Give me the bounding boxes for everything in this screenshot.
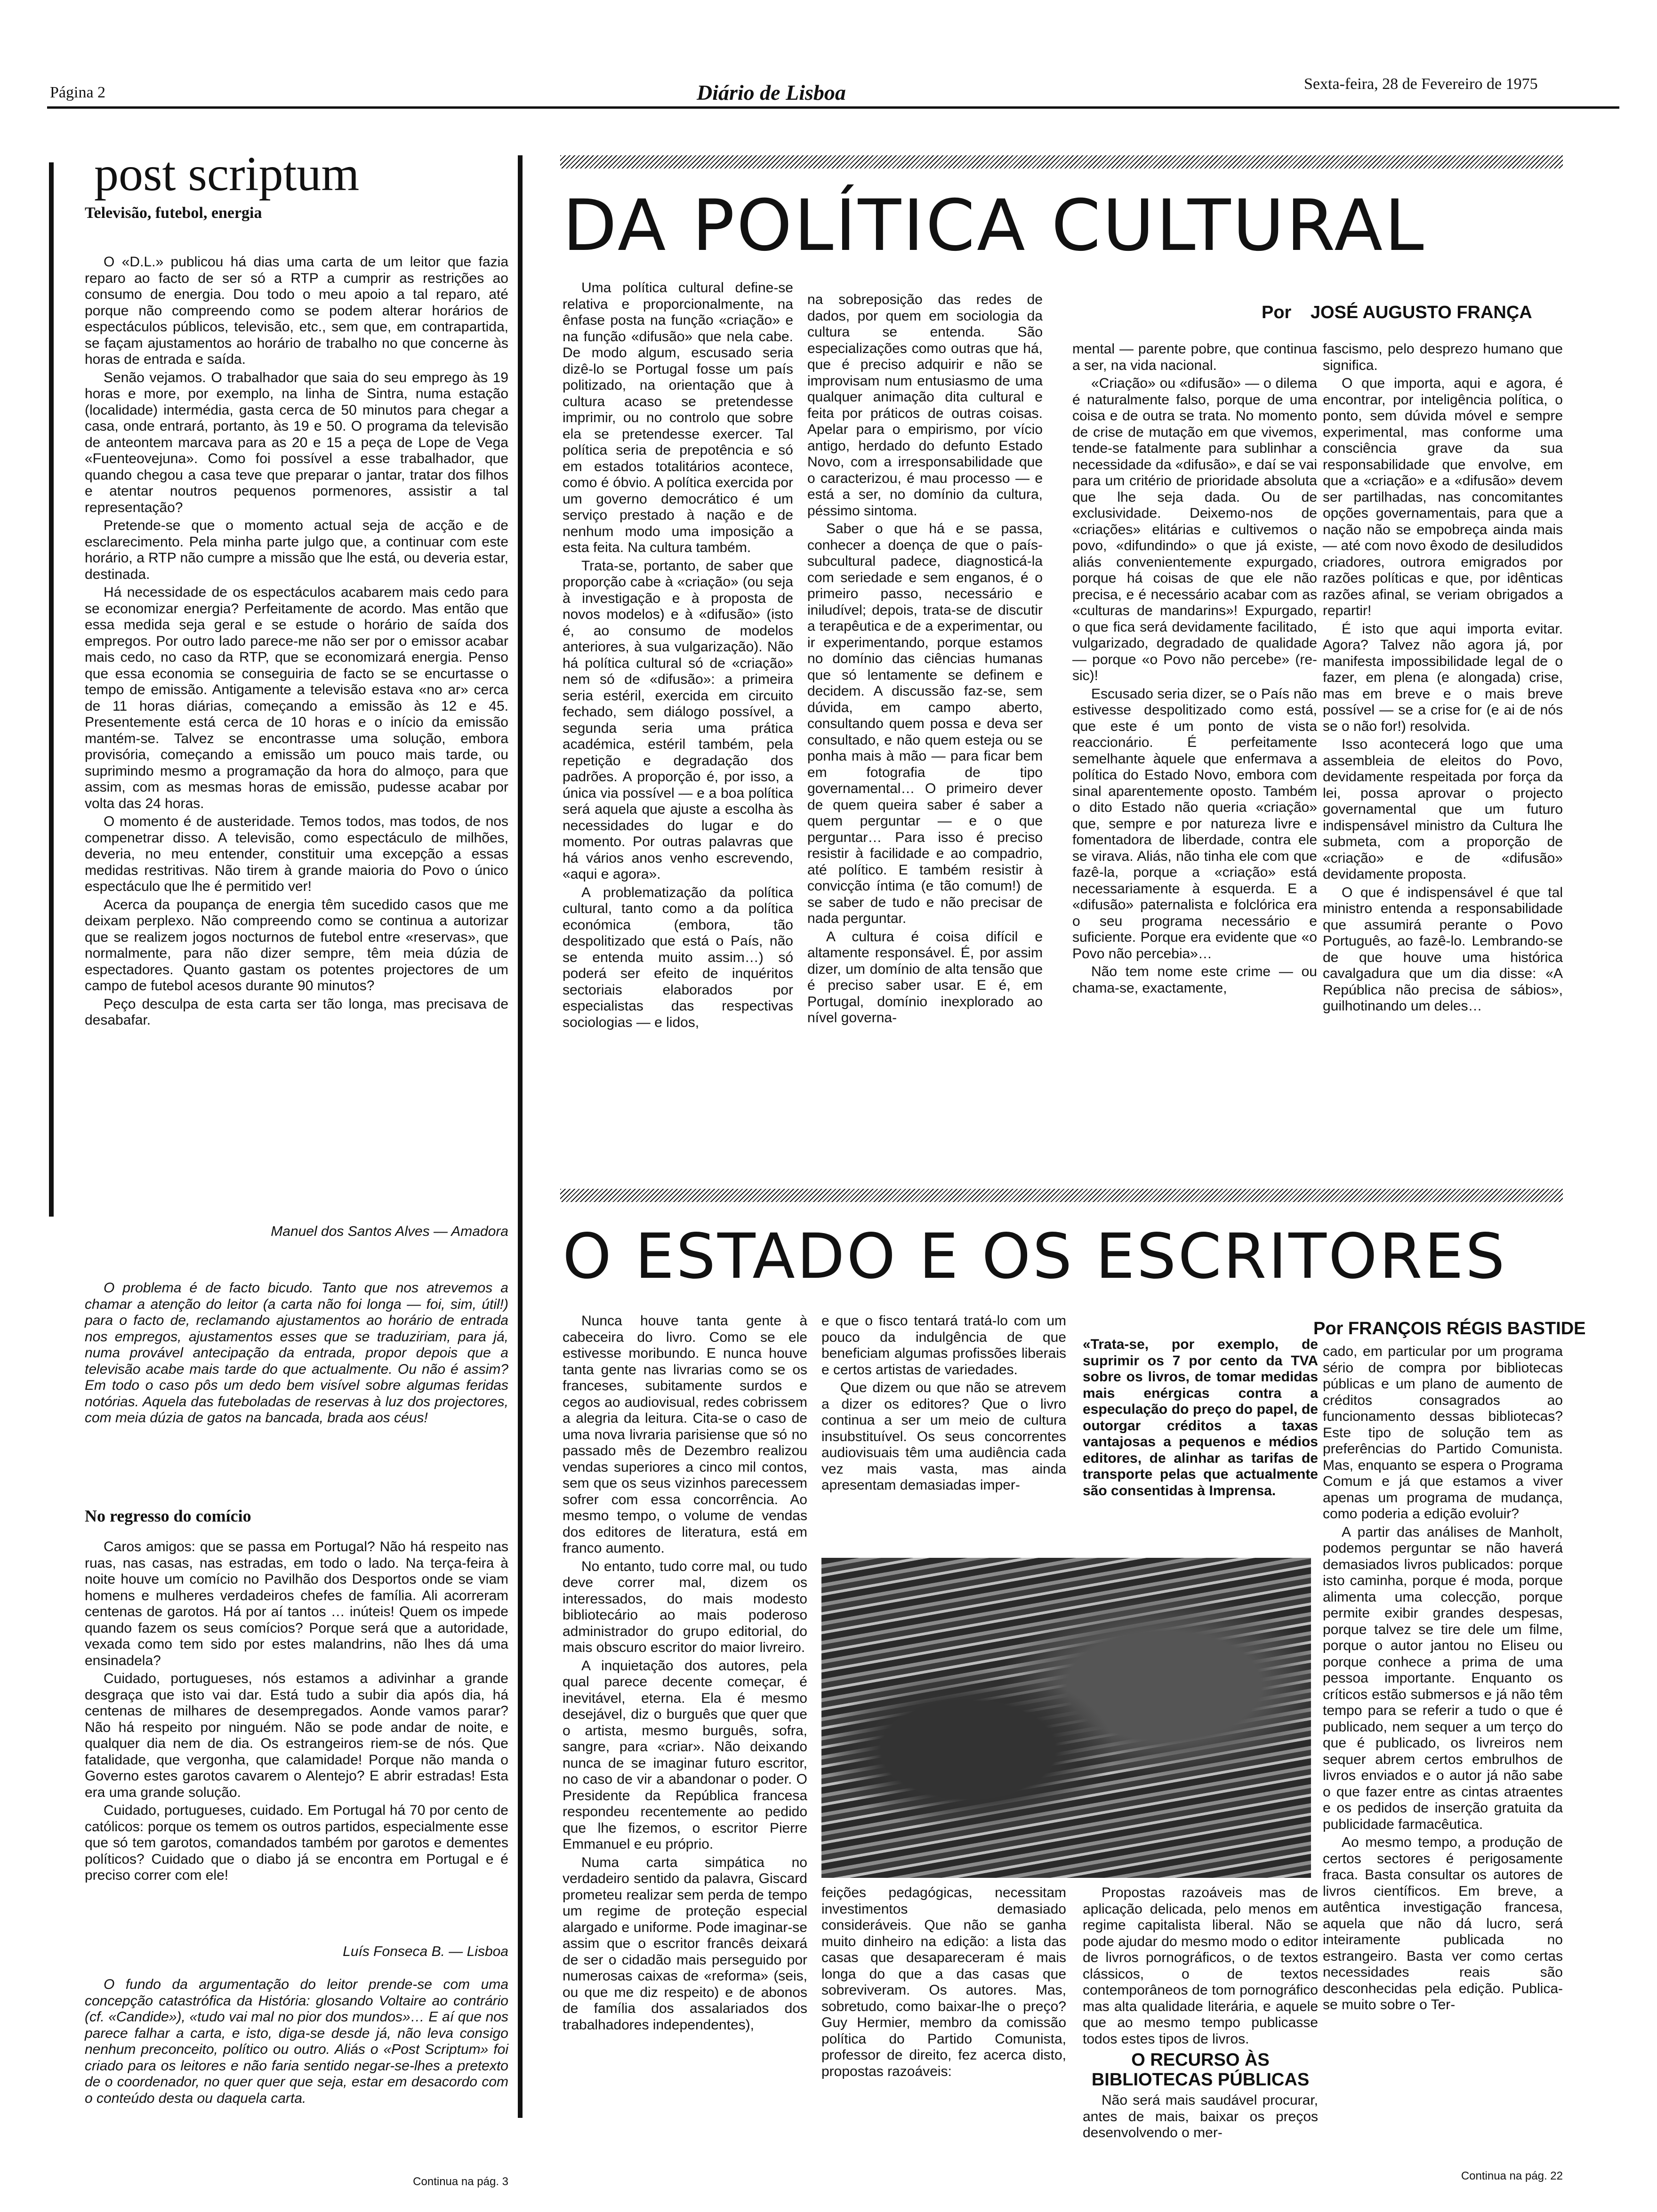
letter-1	[85, 254, 508, 1031]
letter-paragraph: Cuidado, portugueses, cuidado. Em Portugal há 70 por cento de católicos: porque os temem os outros partidos, especialmente esse que só tem garotos, comandados também por garotos e dementes políticos? Cuidado que o diabo já se encontra em Portugal e é preciso correr com ele!	[85, 1803, 508, 1883]
continued-on: Continua na pág. 3	[413, 2175, 508, 2188]
byline-author: JOSÉ AUGUSTO FRANÇA	[1310, 303, 1532, 322]
letter-2	[85, 1539, 508, 1886]
article-paragraph: Propostas razoáveis mas de aplicação delicada, pelo menos em regime capitalista liberal. Não se pode ajudar do mesmo modo o editor de livros pornográficos, o de textos clássicos, o de textos contemporâneos de tom pornográfico mas alta qualidade literária, e aquele que ao mesmo tempo publicasse todos estes tipos de livros.	[1083, 1885, 1318, 2047]
article-paragraph: mental — parente pobre, que continua a ser, na vida nacional.	[1072, 341, 1317, 373]
letter-signature: Luís Fonseca B. — Lisboa	[343, 1944, 508, 1959]
article-paragraph: O que é indispensável é que tal ministro entenda a responsabilidade que assumirá perante o Povo Português, ao fazê-lo. Lembrando-se de que houve uma histórica cavalgadura que um dia disse: «A República não precisa de sábios», guilhotinando um deles…	[1323, 884, 1563, 1014]
article-paragraph: A cultura é coisa difícil e altamente responsável. É, por assim dizer, um domínio de alta tensão que é preciso saber usar. E é, em Portugal, domínio inexplorado ao nível governa-	[807, 929, 1043, 1026]
article-paragraph: Não será mais saudável procurar, antes de mais, baixar os preços desenvolvendo o mer-	[1083, 2092, 1318, 2140]
article-paragraph: Isso acontecerá logo que uma assembleia de eleitos do Povo, devidamente respeitada por força da lei, possa aprovar o projecto governamental que um futuro indispensável ministro da Cultura lhe submeta, com a proporção de «criação» e de «difusão» devidamente proposta.	[1323, 737, 1563, 882]
letter-paragraph: Caros amigos: que se passa em Portugal? Não há respeito nas ruas, nas casas, nas estradas, em todo o lado. Na terça-feira à noite houve um comício no Pavilhão dos Desportos onde se viam homens e mulheres verdadeiros chefes de família. Ali acorreram centenas de garotos. Há por aí tantos … inúteis! Quem os impede quando fazem os seus comícios? Porque será que a autoridade, vexada como tem sido por estes malandrins, não lhes dá uma ensinadela?	[85, 1539, 508, 1668]
article-paragraph: Numa carta simpática no verdadeiro sentido da palavra, Giscard prometeu realizar sem perda de tempo um regime de proteção especial alargado e uniforme. Pode imaginar-se assim que o escritor francês deixará de ser o cidadão mais perseguido por numerosas caixas de «reforma» (seis, ou que me diz respeito) e de abonos de família dos assalariados dos trabalhadores independentes),	[563, 1854, 807, 2033]
masthead-rule	[47, 106, 1619, 109]
post-scriptum-section	[85, 146, 508, 222]
article-paragraph: Nunca houve tanta gente à cabeceira do livro. Como se ele estivesse moribundo. E nunca houve tanta gente nas livrarias como se os franceses, subitamente surdos e cegos ao audiovisual, redes cobrissem a alegria da leitura. Cita-se o caso de uma nova livraria parisiense que só no passado mês de Dezembro realizou vendas superiores a cinco mil contos, sem que os seus vizinhos parecessem sofrer com essa concorrência. Ao mesmo tempo, o volume de vendas dos editores de literatura, está em franco aumento.	[563, 1313, 807, 1556]
editor-comment	[85, 1280, 508, 1428]
article-paragraph: feições pedagógicas, necessitam investimentos demasiado consideráveis. Que não se ganha muito dinheiro na edição: a lista das casas que desapareceram é mais longa do que a das casas que sobreviveram. Os autores. Mas, sobretudo, como baixar-lhe o preço? Guy Hermier, membro da comissão política do Partido Comunista, professor de direito, fez acerca disto, propostas razoáveis:	[821, 1885, 1066, 2079]
article-byline: Por FRANÇOIS RÉGIS BASTIDE	[1313, 1319, 1586, 1338]
article-column	[563, 1313, 807, 2035]
article-paragraph: Trata-se, portanto, de saber que proporção cabe à «criação» (ou seja à investigação e à proposta de novos modelos) e à «difusão» (isto é, ao consumo de modelos anteriores, à sua vulgarização). Não há política cultural só de «criação» nem só de «difusão»: a primeira seria estéril, exercida em circuito fechado, sem diálogo possível, a segunda seria uma prática académica, estéril também, pela repetição e degradação dos padrões. A proporção é, por isso, a única via possível — e a boa política será aquela que ajuste a escolha às necessidades do lugar e do momento. Por outras palavras que há vários anos venho escrevendo, «aqui e agora».	[563, 558, 793, 882]
article-paragraph: A inquietação dos autores, pela qual parece decente começar, é inevitável, eterna. Ela é mesmo desejável, diz o burguês que quer que o artista, mesmo burguês, sofra, sangre, para «criar». Não deixando nunca de se imaginar futuro escritor, no caso de vir a abandonar o poder. O Presidente da República francesa respondeu recentemente ao pedido que lhe fizemos, o escritor Pierre Emmanuel e eu próprio.	[563, 1658, 807, 1852]
letter-signature: Manuel dos Santos Alves — Amadora	[271, 1224, 508, 1239]
article-column	[1072, 341, 1317, 998]
article-paragraph: O que importa, aqui e agora, é encontrar, por inteligência política, o ponto, sem dúvida móvel e sempre experimental, mas conforme uma consciência grave da sua responsabilidade que envolve, em que a «criação» e a «difusão» devem ser partilhadas, nas concomitantes opções governamentais, para que a nação não se empobreça ainda mais — até com novo êxodo de desiludidos criadores, outrora emigrados por razões políticas e que, por idênticas razões afinal, se veriam obrigados a repartir!	[1323, 376, 1563, 618]
article-paragraph: A problematização da política cultural, tanto como a da política económica (embora, tão despolitizado que está o País, não se entenda muito assim…) só poderá ser efeito de inquéritos sectoriais elaborados por especialistas das respectivas sociologias — e lidos,	[563, 884, 793, 1030]
section-title: post scriptum	[94, 147, 360, 201]
article-paragraph: e que o fisco tentará tratá-lo com um pouco da indulgência de que beneficiam algumas profissões liberais e certos artistas de variedades.	[821, 1313, 1066, 1378]
article-column	[1323, 341, 1563, 1017]
hatch-rule	[560, 155, 1563, 168]
letter-paragraph: O momento é de austeridade. Temos todos, mas todos, de nos compenetrar disso. A televisão, como espectáculo de milhões, deveria, no meu entender, constituir uma excepção a essas medidas restritivas. Não tirem à grande maioria do Povo o único espectáculo que lhe é permitido ver!	[85, 814, 508, 894]
page-number: Página 2	[50, 84, 106, 101]
article-paragraph: Ao mesmo tempo, a produção de certos sectores é perigosamente fraca. Basta consultar os autores de livros científicos. Em breve, a autêntica investigação francesa, aquela que não dá lucro, será inteiramente publicada no estrangeiro. Basta ver como certas necessidades reais são desconhecidas pela edição. Publica-se muito sobre o Ter-	[1323, 1835, 1563, 2012]
byline-prefix: Por	[1262, 303, 1292, 322]
article-paragraph: na sobreposição das redes de dados, por quem em sociologia da cultura se entenda. São especializações como outras que há, que é preciso adquirir e não se improvisam num entusiasmo de uma qualquer animação dita cultural e feita por práticos de outras coisas. Apelar para o empirismo, por vício antigo, herdado do defunto Estado Novo, com a irresponsabilidade que o caracterizou, é mau processo — e está a ser, no domínio da cultura, péssimo sintoma.	[807, 292, 1043, 519]
letter-paragraph: Cuidado, portugueses, nós estamos a adivinhar a grande desgraça que isto vai dar. Está tudo a subir dia após dia, há centenas de milhares de desempregados. Aonde vamos parar? Não há respeito por ninguém. Não se pode andar de noite, e qualquer dia nem de dia. Os estrangeiros riem-se de nós. Que fatalidade, que vergonha, que calamidade! Porque não manda o Governo estes garotos cavarem o Alentejo? E abrir estradas! Esta era uma grande solução.	[85, 1671, 508, 1800]
article-paragraph: Que dizem ou que não se atrevem a dizer os editores? Que o livro continua a ser um meio de cultura insubstituível. Os seus concorrentes audiovisuais têm uma audiência cada vez mais vasta, mas ainda apresentam demasiadas imper-	[821, 1380, 1066, 1493]
article-paragraph: A partir das análises de Manholt, podemos perguntar se não haverá demasiados livros publicados: porque isto caminha, porque é moda, porque alimenta uma colecção, porque permite exibir grandes despesas, porque talvez se tire dele um filme, porque o autor jantou no Eliseu ou porque conhece a prima de uma pessoa importante. Enquanto os críticos estão submersos e já não têm tempo para se referir a tudo o que é publicado, nem sequer a um terço do que é publicado, os livreiros nem sequer abrem certos embrulhos de livros enviados e o autor já não sabe o que fazer entre as cintas atraentes e os pedidos de inserção gratuita da publicidade farmacêutica.	[1323, 1524, 1563, 1832]
column-divider	[518, 155, 523, 2118]
books-photo	[821, 1558, 1311, 1878]
post-scriptum-side-rule	[49, 162, 54, 1217]
letter-paragraph: Acerca da poupança de energia têm sucedido casos que me deixam perplexo. Não compreendo como se continua a autorizar que se realizem jogos nocturnos de futebol entre «reservas», que normalmente, para não dizer sempre, têm meia dúzia de espectadores. Quanto gastam os potentes projectores de um campo de futebol acesos durante 90 minutos?	[85, 897, 508, 994]
article-column	[821, 1313, 1066, 1496]
article-paragraph: Saber o que há e se passa, conhecer a doença de que o país-subcultural padece, diagnosticá-la com seriedade e sem enganos, é o primeiro passo, necessário e iniludível; depois, trata-se de discutir a terapêutica e de a experimentar, ou ir experimentando, porque estamos no domínio das ciências humanas que só lentamente se definem e decidem. A discussão faz-se, sem dúvida, em campo aberto, consultando quem possa e deva ser consultado, e não quem esteja ou se ponha mais à mão — para ficar bem em fotografia de tipo governamental… O primeiro dever de quem queira saber é saber a quem perguntar — e o que perguntar… Para isso é preciso resistir à facilidade e ao compadrio, até político. E também resistir à convicção íntima (e tão comum!) de se saber de tudo e não precisar de nada perguntar.	[807, 521, 1043, 926]
comment-paragraph: O problema é de facto bicudo. Tanto que nos atrevemos a chamar a atenção do leitor (a carta não foi longa — foi, sim, útil!) para o facto de, reclamando ajustamentos ao horário de entrada nos empregos, ajustamentos esses que se traduziriam, para já, numa provável antecipação da entrada, propor depois que a televisão acabe mais tarde do que actualmente. Ou não é assim? Em todo o caso pôs um dedo bem visível sobre algumas feridas notórias. Aquela das futeboladas de reservas à luz dos projectores, com meia dúzia de gatos na bancada, brada aos céus!	[85, 1280, 508, 1426]
article-paragraph: No entanto, tudo corre mal, ou tudo deve correr mal, dizem os interessados, do mais modesto bibliotecário ao mais poderoso administrador do grupo editorial, do mais obscuro escritor do maior livreiro.	[563, 1558, 807, 1655]
letter-paragraph: Senão vejamos. O trabalhador que saia do seu emprego às 19 horas e more, por exemplo, na linha de Sintra, numa estação (localidade) intermédia, gasta cerca de 50 minutos para chegar a casa, onde entrará, portanto, às 19 e 50. O programa da televisão de anteontem marcava para as 20 e 15 a peça de Lope de Vega «Fuenteovejuna». Como foi possível a esse trabalhador, que quando chegou a casa teve que preparar o jantar, tratar dos filhos e atentar noutros pequenos pormenores, assistir a tal representação?	[85, 369, 508, 515]
section-subtitle: Televisão, futebol, energia	[85, 204, 262, 222]
article-paragraph: É isto que aqui importa evitar. Agora? Talvez não agora já, por manifesta impossibilidade legal de o fazer, em plena (e alongada) crise, mas em breve e o mais breve possível — se a crise for (e ai de nós se o não for!) resolvida.	[1323, 621, 1563, 734]
article-column	[807, 292, 1043, 1028]
article-headline: DA POLÍTICA CULTURAL	[563, 185, 1426, 267]
article-paragraph: «Criação» ou «difusão» — o dilema é naturalmente falso, porque de uma coisa e de outra se trata. No momento de crise de mutação em que vivemos, tende-se fatalmente para sublinhar a necessidade da «difusão», e daí se vai para um critério de prioridade absoluta que lhe seja dada. Ou de exclusividade. Deixemo-nos de «criações» elitárias e cultivemos o povo, «difundindo» o que já existe, aliás convenientemente expurgado, porque há coisas de que ele não precisa, e é necessário acabar com as «culturas de mandarins»! Expurgado, o que fica será devidamente facilitado, vulgarizado, degradado de qualidade — porque «o Povo não percebe» (re-sic)!	[1072, 376, 1317, 683]
editor-comment	[85, 1977, 508, 2108]
article-paragraph: cado, em particular por um programa sério de compra por bibliotecas públicas e um plano de aumento de créditos consagrados ao funcionamento dessas bibliotecas? Este tipo de solução tem as preferências do Partido Comunista. Mas, enquanto se espera o Programa Comum e já que estamos a viver apenas um programa de mudança, como poderia a edição evoluir?	[1323, 1344, 1563, 1522]
article-column	[821, 1885, 1066, 2082]
article-paragraph: fascismo, pelo desprezo humano que significa.	[1323, 341, 1563, 373]
letter-paragraph: Pretende-se que o momento actual seja de acção e de esclarecimento. Pela minha parte julgo que, a continuar com este horário, a RTP não cumpre a missão que lhe está, ou deveria estar, destinada.	[85, 518, 508, 582]
article-paragraph: Não tem nome este crime — ou chama-se, exactamente,	[1072, 964, 1317, 996]
letter-paragraph: Peço desculpa de esta carta ser tão longa, mas precisava de desabafar.	[85, 996, 508, 1028]
newspaper-name: Diário de Lisboa	[697, 80, 846, 104]
pull-quote	[1083, 1337, 1318, 1501]
issue-date: Sexta-feira, 28 de Fevereiro de 1975	[1304, 75, 1538, 93]
hatch-rule	[560, 1189, 1563, 1202]
article-column	[563, 280, 793, 1033]
article-headline: O ESTADO E OS ESCRITORES	[563, 1220, 1507, 1293]
article-paragraph: Escusado seria dizer, se o País não estivesse despolitizado como está, que este é um ponto de vista reaccionário. É perfeitamente semelhante àquele que enfermava a política do Estado Novo, embora com sinal aparentemente oposto. Também o dito Estado não queria «criação» que, sempre e por natureza livre e fomentadora de liberdade, contra ele se virava. Aliás, não tinha ele com que fazê-la, porque a «criação» está necessariamente à esquerda. E a «difusão» paternalista e folclórica era o seu programa necessário e suficiente. Porque era evidente que «o Povo não percebia»…	[1072, 686, 1317, 962]
article-paragraph: Uma política cultural define-se relativa e proporcionalmente, na ênfase posta na função «criação» e na função «difusão» que nela cabe. De modo algum, escusado seria dizê-lo se Portugal fosse um país politizado, na orientação que à cultura acaso se pretendesse imprimir, ou no controlo que sobre ela se pretendesse exercer. Tal política seria de prepotência e só em estados totalitários acontece, como é óbvio. A política exercida por um governo democrático é um serviço prestado à nação e de nenhum modo uma imposição a esta feita. Na cultura também.	[563, 280, 793, 555]
quote-text: «Trata-se, por exemplo, de suprimir os 7 por cento da TVA sobre os livros, de tomar medidas mais enérgicas contra a especulação do preço do papel, de outorgar créditos a taxas vantajosas a pequenos e médios editores, de alinhar as tarifas de transporte pelas que actualmente são consentidas à Imprensa.	[1083, 1337, 1318, 1499]
comment-paragraph: O fundo da argumentação do leitor prende-se com uma concepção catastrófica da História: glosando Voltaire ao contrário (cf. «Candide»), «tudo vai mal no pior dos mundos»… E aí que nos parece falhar a carta, e isto, diga-se desde já, não leva consigo nenhum preconceito, político ou outro. Aliás o «Post Scriptum» foi criado para os leitores e não faria sentido negar-se-lhes a pretexto de o coordenador, no quer quer que seja, estar em desacordo com o conteúdo desta ou daquela carta.	[85, 1977, 508, 2106]
article-column	[1323, 1344, 1563, 2015]
continued-on: Continua na pág. 22	[1461, 2170, 1563, 2182]
letter-paragraph: O «D.L.» publicou há dias uma carta de um leitor que fazia reparo ao facto de ser só a RTP a cumprir as restrições ao consumo de energia. Dou todo o meu apoio a tal reparo, até porque não compreendo como se podem alterar horários de espectáculos públicos, televisão, etc., sem que, em contrapartida, se façam ajustamentos ao horário de trabalho no que concerne às horas de entrada e saída.	[85, 254, 508, 367]
letter-paragraph: Há necessidade de os espectáculos acabarem mais cedo para se economizar energia? Perfeitamente de acordo. Mas então que essa medida seja geral e se estude o horário de saída dos empregos. Por outro lado parece-me não ser por o emissor acabar mais cedo, no caso da RTP, que se economizará energia. Penso que essa economia se conseguiria de facto se se encurtasse o tempo de emissão. Antigamente a televisão estava «no ar» cerca de 11 horas diárias, começando a emissão às 12 e 45. Presentemente está cerca de 10 horas e o início da emissão mantém-se. Talvez se encontrasse uma solução, embora provisória, começando a emissão um pouco mais tarde, ou suprimindo mesmo a programação da hora do almoço, para que assim, com as mesmas horas de emissão, pudesse acabar por volta das 24 horas.	[85, 585, 508, 811]
article-column	[1083, 1885, 1318, 2143]
article-byline	[1262, 303, 1532, 323]
article-subhead: O RECURSO ÀS BIBLIOTECAS PÚBLICAS	[1091, 2050, 1310, 2090]
subhead-comicio: No regresso do comício	[85, 1507, 251, 1525]
